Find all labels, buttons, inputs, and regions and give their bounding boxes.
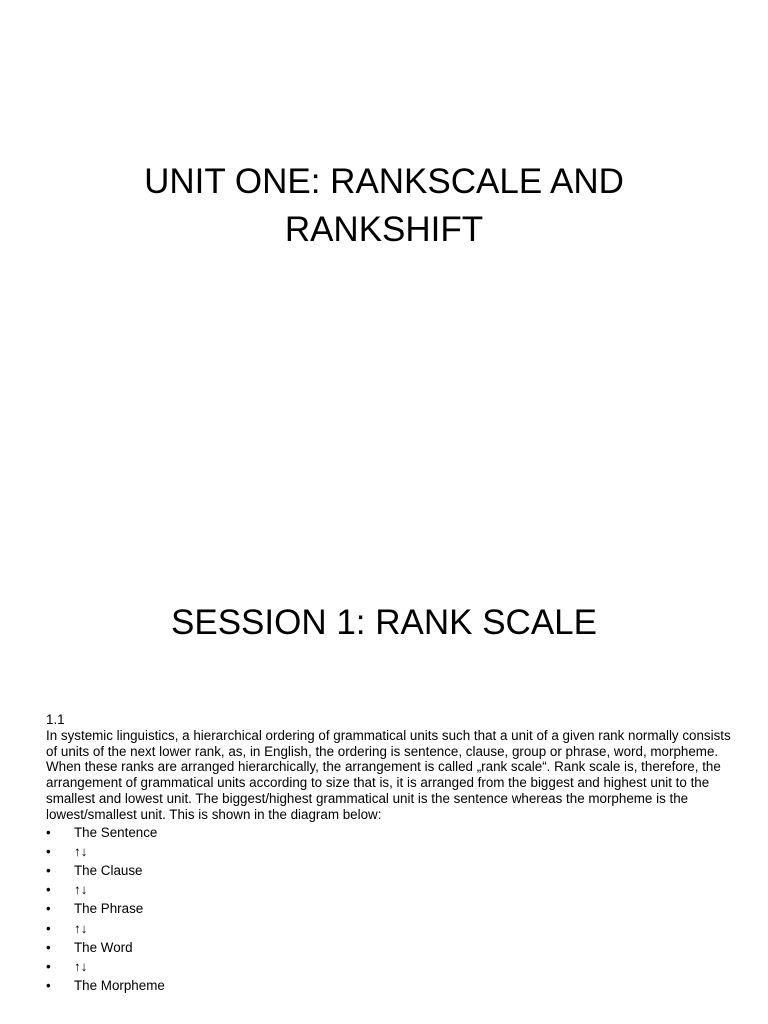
section-number: 1.1 (46, 712, 65, 727)
list-item-arrows: • ↑↓ (46, 957, 736, 976)
list-item-arrows: • ↑↓ (46, 880, 736, 899)
list-item-phrase: • The Phrase (46, 899, 736, 918)
list-item-arrows: • ↑↓ (46, 842, 736, 861)
list-item-clause: • The Clause (46, 861, 736, 880)
list-item-word: • The Word (46, 938, 736, 957)
paragraph-rank-scale: When these ranks are arranged hierarchically, the arrangement is called „rank scale“. Rank scale is, therefore, the arrangement of grammatical units according to size that is, it is arranged from the biggest and highest unit to the smallest and lowest unit. The biggest/highest grammatical unit is the sentence whereas the morpheme is the lowest/smallest unit. This is shown in the diagram below: (46, 759, 721, 822)
list-item-morpheme: • The Morpheme (46, 976, 736, 995)
body-text (46, 712, 736, 995)
session-title: SESSION 1: RANK SCALE (171, 603, 597, 642)
list-item-arrows: • ↑↓ (46, 919, 736, 938)
unit-title: UNIT ONE: RANKSCALE AND RANKSHIFT (144, 162, 624, 249)
list-item-sentence: • The Sentence (46, 823, 736, 842)
paragraph-definition: In systemic linguistics, a hierarchical ordering of grammatical units such that a unit of a given rank normally consists of units of the next lower rank, as, in English, the ordering is sentence, clause, group or phrase, word, morpheme. (46, 727, 731, 759)
rank-scale-list (46, 823, 736, 996)
